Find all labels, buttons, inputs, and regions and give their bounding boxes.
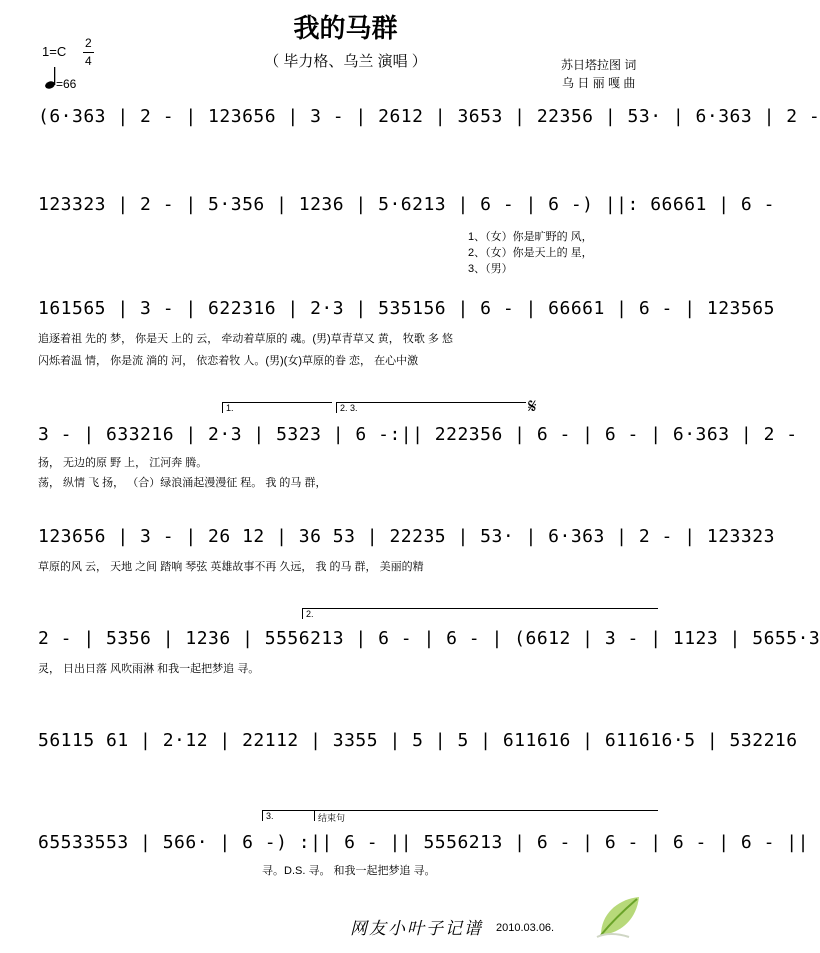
time-signature-rule: [83, 52, 94, 53]
notation-line: 123323 | 2 - | 5·356 | 1236 | 5·6213 | 6 - | 6 -) ||: 66661 | 6 -: [38, 194, 775, 215]
song-title: 我的马群: [293, 14, 398, 44]
score-line-7: [0, 724, 798, 772]
transcriber-signature: 网友小叶子记谱: [350, 919, 483, 939]
notation-line: 65533553 | 566· | 6 -) :|| 6 - || 5556213 | 6 - | 6 - | 6 - | 6 - ||: [38, 832, 809, 853]
notation-line: 2 - | 5356 | 1236 | 5556213 | 6 - | 6 - | (6612 | 3 - | 1123 | 5655·3: [38, 628, 820, 649]
score-line-1: [0, 100, 820, 148]
score-line-8: [0, 811, 809, 877]
lyric-verse-3: 3、（男）: [468, 263, 513, 275]
time-signature-top: 2: [85, 36, 92, 50]
volta-bracket-2: 2. 3.: [336, 402, 526, 413]
volta-bracket-1: 1.: [222, 402, 332, 413]
key-signature: 1=C: [42, 44, 67, 59]
lyric-verse-1: 1、（女）你是旷野的 风，: [468, 231, 593, 243]
lyric-row-2: 荡， 纵情 飞 扬， （合）绿浪涌起漫漫征 程。 我 的马 群，: [38, 477, 327, 489]
notation-line: 123656 | 3 - | 26 12 | 36 53 | 22235 | 53· | 6·363 | 2 - | 123323: [38, 526, 775, 547]
lyric-verse-2: 2、（女）你是天上的 星，: [468, 247, 593, 259]
lyric-row-1: 寻。D.S. 寻。 和我一起把梦追 寻。: [262, 865, 436, 877]
performers: （ 毕力格、乌兰 演唱 ）: [264, 53, 427, 70]
lyric-row-2: 闪烁着温 情， 你是流 淌的 河， 依恋着牧 人。(男)(女)草原的眷 恋， 在心中激: [38, 355, 419, 367]
lyric-row-1: 追逐着祖 先的 梦， 你是天 上的 云， 牵动着草原的 魂。(男)草青草又 黄， 牧歌 多 悠: [38, 333, 453, 345]
score-line-3: [0, 292, 775, 367]
volta-bracket-3: 3.: [262, 810, 316, 821]
lyric-row-1: 灵， 日出日落 风吹雨淋 和我一起把梦追 寻。: [38, 663, 260, 675]
segno-icon: 𝄋: [528, 396, 537, 418]
notation-line: (6·363 | 2 - | 123656 | 3 - | 2612 | 3653 | 22356 | 53· | 6·363 | 2 -: [38, 106, 820, 127]
transcription-date: 2010.03.06.: [496, 922, 555, 934]
notation-line: 161565 | 3 - | 622316 | 2·3 | 535156 | 6 - | 66661 | 6 - | 123565: [38, 298, 775, 319]
lyric-row-1: 扬， 无边的原 野 上， 江河奔 腾。: [38, 457, 208, 469]
notation-line: 3 - | 633216 | 2·3 | 5323 | 6 -:|| 222356 | 6 - | 6 - | 6·363 | 2 -: [38, 424, 798, 445]
score-line-6: [0, 609, 820, 675]
leaf-logo-icon: [595, 895, 643, 939]
score-line-4: [0, 396, 798, 489]
tempo: =66: [56, 77, 77, 91]
time-signature-bottom: 4: [85, 54, 92, 68]
composer-credit: 乌 日 丽 嘎 曲: [562, 76, 636, 90]
ending-bracket: 结束句: [314, 810, 658, 821]
lyric-row-1: 草原的风 云， 天地 之间 踏响 琴弦 英雄故事不再 久远， 我 的马 群， 美丽的精: [38, 561, 424, 573]
notation-line: 56115 61 | 2·12 | 22112 | 3355 | 5 | 5 | 611616 | 611616·5 | 532216: [38, 730, 798, 751]
volta-bracket-2: 2.: [302, 608, 658, 619]
lyricist-credit: 苏日塔拉图 词: [561, 58, 637, 72]
score-line-2: [0, 188, 775, 275]
score-line-5: [0, 520, 775, 573]
